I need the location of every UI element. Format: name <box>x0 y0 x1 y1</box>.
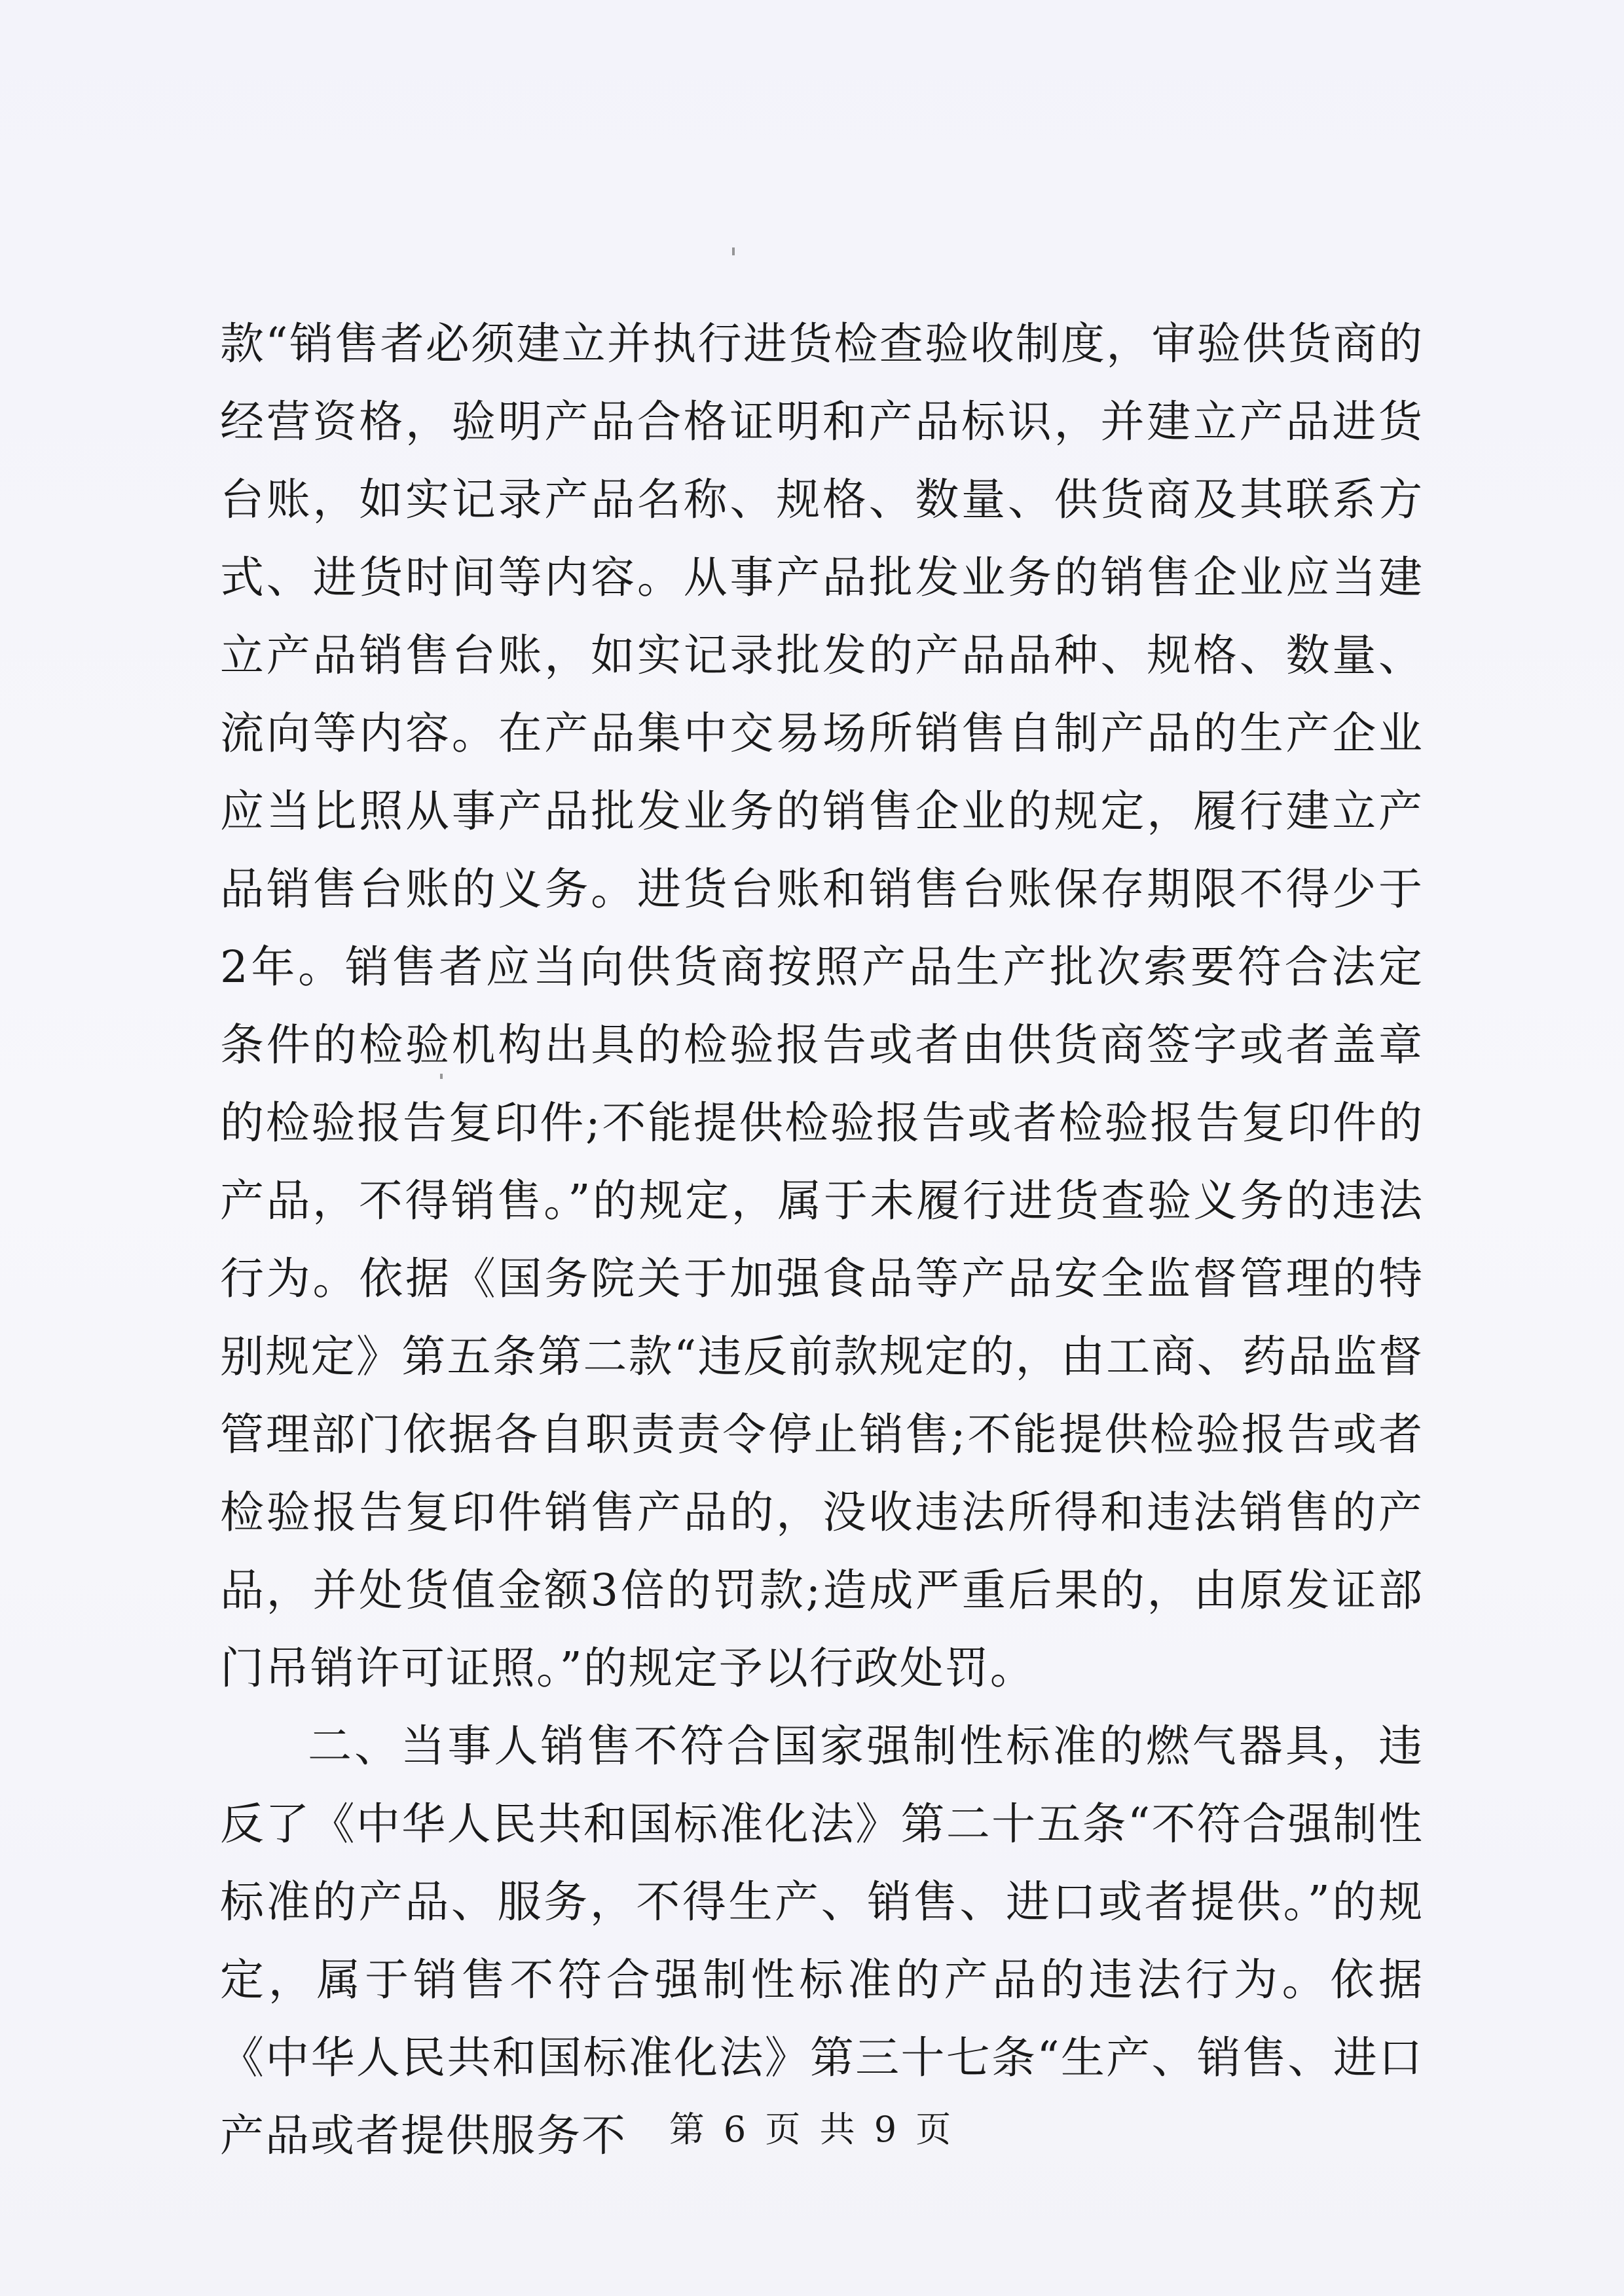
body-text <box>220 305 1424 2175</box>
scan-speck <box>732 247 735 255</box>
paragraph-section-two: 二、当事人销售不符合国家强制性标准的燃气器具，违反了《中华人民共和国标准化法》第二十五条“不符合强制性标准的产品、服务，不得生产、销售、进口或者提供。”的规定，属于销售不符合强制性标准的产品的违法行为。依据《中华人民共和国标准化法》第三十七条“生产、销售、进口产品或者提供服务不 <box>220 1721 1424 2161</box>
page-footer: 第 6 页 共 9 页 <box>669 2109 955 2150</box>
paragraph-continued: 款“销售者必须建立并执行进货检查验收制度，审验供货商的经营资格，验明产品合格证明和产品标识，并建立产品进货台账，如实记录产品名称、规格、数量、供货商及其联系方式、进货时间等内容。从事产品批发业务的销售企业应当建立产品销售台账，如实记录批发的产品品种、规格、数量、流向等内容。在产品集中交易场所销售自制产品的生产企业应当比照从事产品批发业务的销售企业的规定，履行建立产品销售台账的义务。进货台账和销售台账保存期限不得少于2年。销售者应当向供货商按照产品生产批次索要符合法定条件的检验机构出具的检验报告或者由供货商签字或者盖章的检验报告复印件;不能提供检验报告或者检验报告复印件的产品，不得销售。”的规定，属于未履行进货查验义务的违法行为。依据《国务院关于加强食品等产品安全监督管理的特别规定》第五条第二款“违反前款规定的，由工商、药品监督管理部门依据各自职责责令停止销售;不能提供检验报告或者检验报告复印件销售产品的，没收违法所得和违法销售的产品，并处货值金额3倍的罚款;造成严重后果的，由原发证部门吊销许可证照。”的规定予以行政处罚。 <box>220 318 1424 1694</box>
